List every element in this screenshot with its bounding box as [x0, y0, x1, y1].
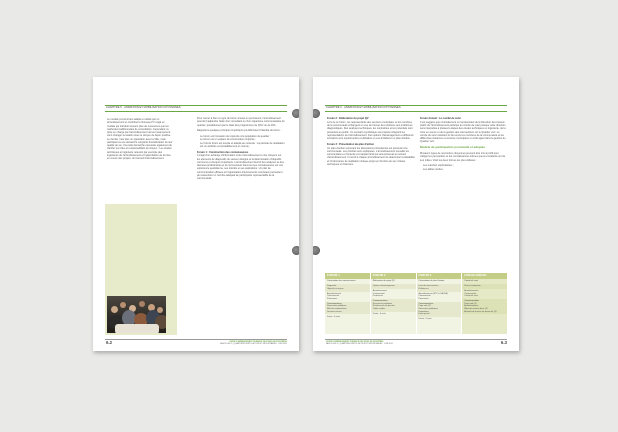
footer-text: GUIDE D'AMÉNAGEMENT DURABLE DES RUES DE MONTRÉAL FASCICULE 1 | QUARTIERS VERTS, ACTIFS ET SÉCURITAIRES · JUIN 2011	[326, 341, 393, 346]
forum-duration: Durée : 6 mois	[372, 313, 386, 316]
forum-activities: Communications Page web QV Arrondissement Bilan des actions dans QV Activités de la mise en œuvre du QV	[462, 299, 507, 314]
section-heading: Forum 1 : Construction des connaissances	[197, 150, 249, 154]
forum-title: FORUM 3	[417, 273, 462, 279]
forum-items: Diagnostic Objectifs et enjeux	[325, 284, 370, 292]
left-col1	[107, 118, 173, 206]
forum-column-2	[371, 273, 416, 334]
list-item: • Les tables rondes.	[423, 168, 507, 171]
green-heading: Modèle de participation ponctuelle et adaptée	[420, 145, 486, 149]
list-item: • Le forum est un espace de construction conjointe ;	[200, 138, 285, 141]
page-number: 6.3	[500, 340, 507, 345]
paragraph: Rappelons quelques principes importants qui définissent l'identité du forum :	[197, 129, 282, 133]
section-heading: Forum Annuel : Le comité de suivi	[420, 117, 461, 120]
list-item: • Le forum est l'occasion de répondre à la population du quartier ;	[200, 135, 285, 138]
footer-rule	[325, 339, 507, 340]
forum-column-3	[417, 273, 462, 334]
paragraph: Le modèle prend à bien adapté et utilisé par un arrondissement et contribué le Nouveau? Il s'agit un modèle qui introduit souvent plus de ressources que les méthodes traditionnelles de consultation. Cependant, la prise en charge par l'arrondissement de leur avancement, vient changer la relation avec le citoyen de façon positive. Le dernier n'est plus un opposition avec la Ville, mais participant à une démarche conjointe d'amélioration de leur qualité de vie. Une telle démarche nécessite également de clarifier les rôles et responsabilités du citoyen : Les études techniques et ingénierie relevant par exemple des ingénieurs de l'arrondissement et l'approbation de la mise en œuvre des projets, du Conseil d'arrondissement.	[107, 118, 173, 160]
forum-items: Options d'aménagement	[371, 284, 416, 289]
bullet-list	[420, 164, 507, 171]
forum-items: Suivi et évaluation	[462, 284, 507, 289]
paragraph: Plusieurs types de rencontres citoyennes peuvent être mis à profit pour colliger les perceptions et les connaissances intimes que les résidents ont de leur milieu. Voici les deux formes les plus utilisées :	[420, 152, 506, 162]
forum-actors: Arrondissement (STP et DAUSE) Communauté Partenaires	[418, 292, 448, 300]
forum-title: FORUM 2	[371, 273, 416, 279]
forum-duration: Durée : 6 mois	[418, 318, 432, 321]
forum-actors: Arrondissement Communauté Partenaires	[372, 290, 387, 298]
forum-activities: Communications Rencontres publiques Rendez-vous de quartier Tables rondes	[371, 299, 416, 312]
right-page	[313, 77, 519, 351]
forum-items: Liste des interventions Échéancier	[417, 284, 462, 292]
paragraph: Pour mener à bien ce type de forum annuel ou permanent, l'arrondissement pourrait s'adjoindre l'aide d'un consultant ou d'un organisme communautaire du quartier, possiblement par le biais des programmes de QCC ou de RUI.	[197, 117, 285, 127]
forum-table	[325, 273, 507, 334]
paragraph: Il s'agit d'un échange d'information entre l'arrondissement et les citoyens sur les éléments de diagnostic du secteur désigné et la détermination d'objectifs communs et d'enjeux importants. L'arrondissement fournit des analyses et des données préliminaires et la communauté transmet ses connaissances sur son expérience quotidienne, ses intérêts et ses aspirations. Un plan de communication efficace et l'organisation d'événements conviviaux permettent de rassembler un nombre adéquat de participants représentatifs de la communauté.	[197, 154, 284, 180]
binder-hole	[292, 246, 299, 255]
footer-text: GUIDE D'AMÉNAGEMENT DURABLE DES RUES DE MONTRÉAL FASCICULE 1 | QUARTIERS VERTS, ACTIFS ET SÉCURITAIRES · JUIN 2011	[220, 341, 287, 346]
forum-activities: Communications Rencontres publiques Marches exploratoires Journaux locaux	[325, 302, 370, 315]
meeting-photo	[107, 296, 166, 333]
section-heading: Forum 2 : Élaboration du projet QV	[327, 117, 369, 120]
left-page	[93, 77, 299, 351]
binder-hole	[313, 246, 320, 255]
footer-rule	[105, 339, 287, 340]
forum-phase: Construction des connaissances	[327, 280, 356, 283]
right-col1	[327, 117, 415, 269]
forum-duration: Durée : 6 mois	[327, 315, 341, 318]
page-number: 6.2	[106, 340, 113, 345]
forum-column-annual	[462, 273, 507, 334]
forum-phase: Élaboration du projet QV	[372, 280, 395, 283]
binder-hole	[292, 109, 299, 118]
chapter-title: CHAPITRE 5 · ANIMATION ET MOBILISATION CITOYENNES	[106, 106, 181, 109]
forum-title: FORUM ANNUEL	[462, 273, 507, 279]
forum-column-1	[325, 273, 370, 334]
bullet-list	[197, 135, 285, 148]
right-col2	[420, 117, 507, 269]
list-item: • Les marches exploratoires ;	[423, 164, 507, 167]
chapter-title: CHAPITRE 6 · ANIMATION ET MOBILISATION CITOYENNES	[326, 106, 401, 109]
paragraph: Un plan d'action reprenant les discussions précédentes est présenté à la communauté. Les priorités sont expliquées. L'arrondissement recueille les commentaires et l'entente est rappelé final qui sera présenté au conseil d'arrondissement. Il inscrit à chaque arrondissement de déterminer la faisabilité et l'ordonnance de réalisation chaque projet en fonction de ses critères techniques et financiers.	[327, 146, 415, 166]
paragraph: Il est suggéré que minimalement un représentant de la Direction des travaux public de l'arrondissement participe au comité de suivi puisque cette direction sera interpellée à plusieurs étapes des études techniques en ingénierie, de la mise en œuvre et de la gestion des interventions sur le Quartier vert. Le comité de suivi maintient le lien entre les membres de la communauté et les différentes instances et services municipaux et a fait appel dans la gestion du Quartier vert.	[420, 120, 506, 144]
forum-title: FORUM 1	[325, 273, 370, 279]
forum-actors: Arrondissement Communauté Comité de suivi	[464, 290, 479, 298]
list-item: • Le fruit du forum est souple et adapté au contexte : La période de réalisation est un activités est préalablement et connue ;	[200, 142, 285, 149]
section-heading: Forum 3 : Présentation du plan d'action	[327, 142, 374, 146]
forum-phase: Présentation du plan d'action	[418, 280, 445, 283]
forum-actors: Arrondissement Communauté Partenaires	[327, 292, 342, 300]
forum-activities: Communications Page web QV Rencontres publiques Expositions Envoi postal	[417, 302, 462, 317]
binder-hole	[313, 109, 320, 118]
forum-phase: Comité de suivi	[464, 280, 478, 283]
paragraph: Lors de ce forum, les représentants des services municipaux et les membres de la communauté échangent en vue de trouver des solutions aux problèmes diagnostiqués. Des analyses techniques, les contraintes et les potentiels sont présentés au public. Un scénario synthétique est proposé intégrant les représentations de l'arrondissement. Des options d'aménagement et différents scénarios sont expérimentés et débattus en vue d'élaborer un plan d'action.	[327, 120, 414, 140]
left-col2	[197, 117, 285, 335]
